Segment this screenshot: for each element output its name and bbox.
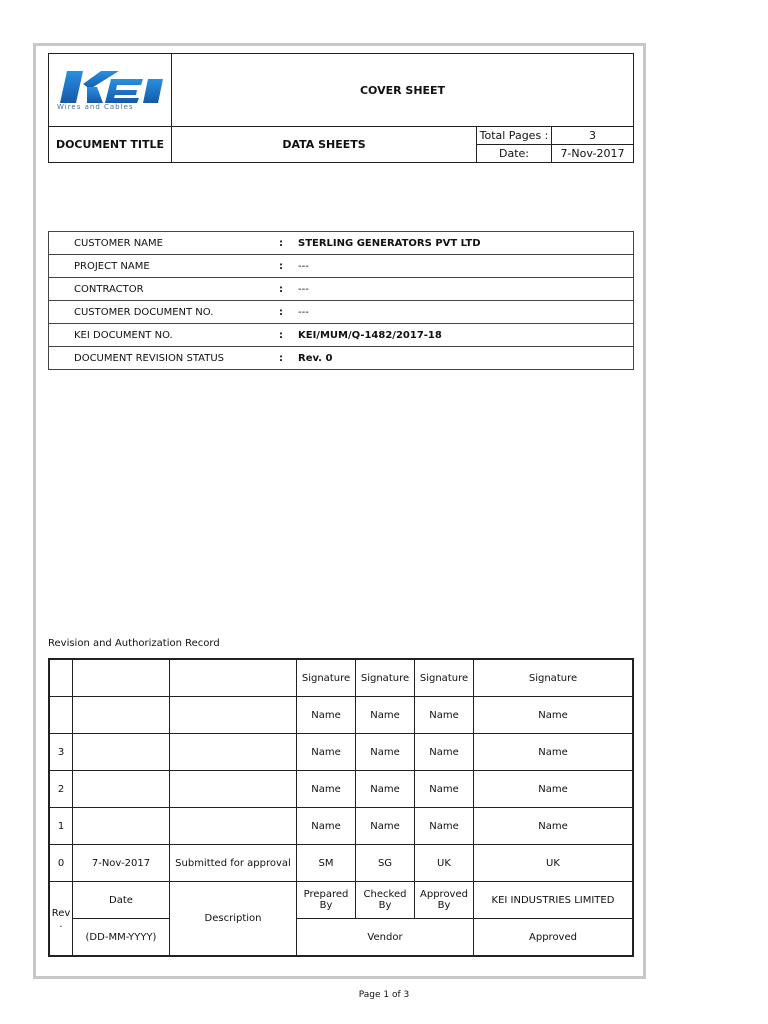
- signature-cell: Signature: [474, 659, 634, 697]
- name-cell: Name: [474, 771, 634, 808]
- name-cell: Name: [356, 697, 415, 734]
- cover-title: COVER SHEET: [172, 54, 634, 127]
- date-cell: [73, 659, 170, 697]
- rev-cell: 2: [49, 771, 73, 808]
- total-pages-label: Total Pages :: [477, 127, 552, 145]
- table-row: [49, 697, 633, 734]
- checked-by-label: Checked By: [356, 882, 415, 919]
- revision-caption: Revision and Authorization Record: [48, 638, 220, 649]
- desc-cell: [170, 659, 297, 697]
- info-row: [49, 255, 634, 278]
- kei-doc-no-value: KEI/MUM/Q-1482/2017-18: [298, 324, 634, 347]
- info-table: [48, 231, 634, 370]
- info-row: [49, 232, 634, 255]
- customer-name-label: CUSTOMER NAME: [49, 232, 280, 255]
- date-cell: [73, 808, 170, 845]
- approved-label: Approved: [474, 919, 634, 957]
- doc-title-label: DOCUMENT TITLE: [49, 127, 172, 163]
- doc-title-value: DATA SHEETS: [172, 127, 477, 163]
- info-row: [49, 301, 634, 324]
- rev-cell: [49, 659, 73, 697]
- rev-dot: .: [59, 918, 63, 930]
- contractor-value: ---: [298, 278, 634, 301]
- date-format-cell: (DD-MM-YYYY): [73, 919, 170, 957]
- revision-status-label: DOCUMENT REVISION STATUS: [49, 347, 280, 370]
- kei-doc-no-label: KEI DOCUMENT NO.: [49, 324, 280, 347]
- rev-label-cell: [49, 882, 73, 957]
- date-cell: [73, 697, 170, 734]
- name-cell: Name: [415, 697, 474, 734]
- date-label-cell: Date: [73, 882, 170, 919]
- table-row: [49, 659, 633, 697]
- name-cell: Name: [415, 771, 474, 808]
- name-cell: Name: [297, 734, 356, 771]
- info-row: [49, 278, 634, 301]
- signature-cell: Signature: [415, 659, 474, 697]
- vendor-label: Vendor: [297, 919, 474, 957]
- info-colon: :: [279, 301, 298, 324]
- info-colon: :: [279, 347, 298, 370]
- project-name-label: PROJECT NAME: [49, 255, 280, 278]
- customer-doc-no-value: ---: [298, 301, 634, 324]
- kei-cell: UK: [474, 845, 634, 882]
- date-value: 7-Nov-2017: [552, 145, 634, 163]
- name-cell: Name: [474, 697, 634, 734]
- date-cell: [73, 771, 170, 808]
- revision-status-value: Rev. 0: [298, 347, 634, 370]
- date-label: Date:: [477, 145, 552, 163]
- table-row: [49, 771, 633, 808]
- desc-cell: [170, 697, 297, 734]
- desc-cell: [170, 771, 297, 808]
- name-cell: Name: [474, 808, 634, 845]
- prepared-cell: SM: [297, 845, 356, 882]
- rev-cell: [49, 697, 73, 734]
- checked-cell: SG: [356, 845, 415, 882]
- table-row: [49, 734, 633, 771]
- kei-logo-mark: [57, 69, 165, 105]
- contractor-label: CONTRACTOR: [49, 278, 280, 301]
- info-colon: :: [279, 278, 298, 301]
- signature-cell: Signature: [356, 659, 415, 697]
- name-cell: Name: [356, 808, 415, 845]
- name-cell: Name: [474, 734, 634, 771]
- table-row: [49, 808, 633, 845]
- name-cell: Name: [415, 808, 474, 845]
- table-row: [49, 919, 633, 957]
- rev-label: Rev: [51, 907, 71, 919]
- desc-cell: [170, 734, 297, 771]
- approved-cell: UK: [415, 845, 474, 882]
- customer-name-value: STERLING GENERATORS PVT LTD: [298, 232, 634, 255]
- table-row: [49, 882, 633, 919]
- desc-cell: [170, 808, 297, 845]
- rev-cell: 1: [49, 808, 73, 845]
- name-cell: Name: [297, 697, 356, 734]
- logo-cell: [49, 54, 172, 127]
- name-cell: Name: [356, 734, 415, 771]
- revision-table: [48, 658, 634, 957]
- info-row: [49, 324, 634, 347]
- signature-cell: Signature: [297, 659, 356, 697]
- name-cell: Name: [415, 734, 474, 771]
- info-colon: :: [279, 255, 298, 278]
- page-footer: Page 1 of 3: [358, 990, 410, 999]
- name-cell: Name: [297, 808, 356, 845]
- customer-doc-no-label: CUSTOMER DOCUMENT NO.: [49, 301, 280, 324]
- prepared-by-label: Prepared By: [297, 882, 356, 919]
- logo-subtitle: Wires and Cables: [57, 103, 134, 111]
- header-table: [48, 53, 634, 163]
- project-name-value: ---: [298, 255, 634, 278]
- rev-cell: 0: [49, 845, 73, 882]
- date-cell: 7-Nov-2017: [73, 845, 170, 882]
- total-pages-value: 3: [552, 127, 634, 145]
- date-cell: [73, 734, 170, 771]
- rev-cell: 3: [49, 734, 73, 771]
- table-row: [49, 845, 633, 882]
- info-colon: :: [279, 324, 298, 347]
- kei-logo: [49, 69, 171, 111]
- desc-cell: Submitted for approval: [170, 845, 297, 882]
- kei-label: KEI INDUSTRIES LIMITED: [474, 882, 634, 919]
- name-cell: Name: [297, 771, 356, 808]
- info-colon: :: [279, 232, 298, 255]
- approved-by-label: Approved By: [415, 882, 474, 919]
- description-label-cell: Description: [170, 882, 297, 957]
- info-row: [49, 347, 634, 370]
- name-cell: Name: [356, 771, 415, 808]
